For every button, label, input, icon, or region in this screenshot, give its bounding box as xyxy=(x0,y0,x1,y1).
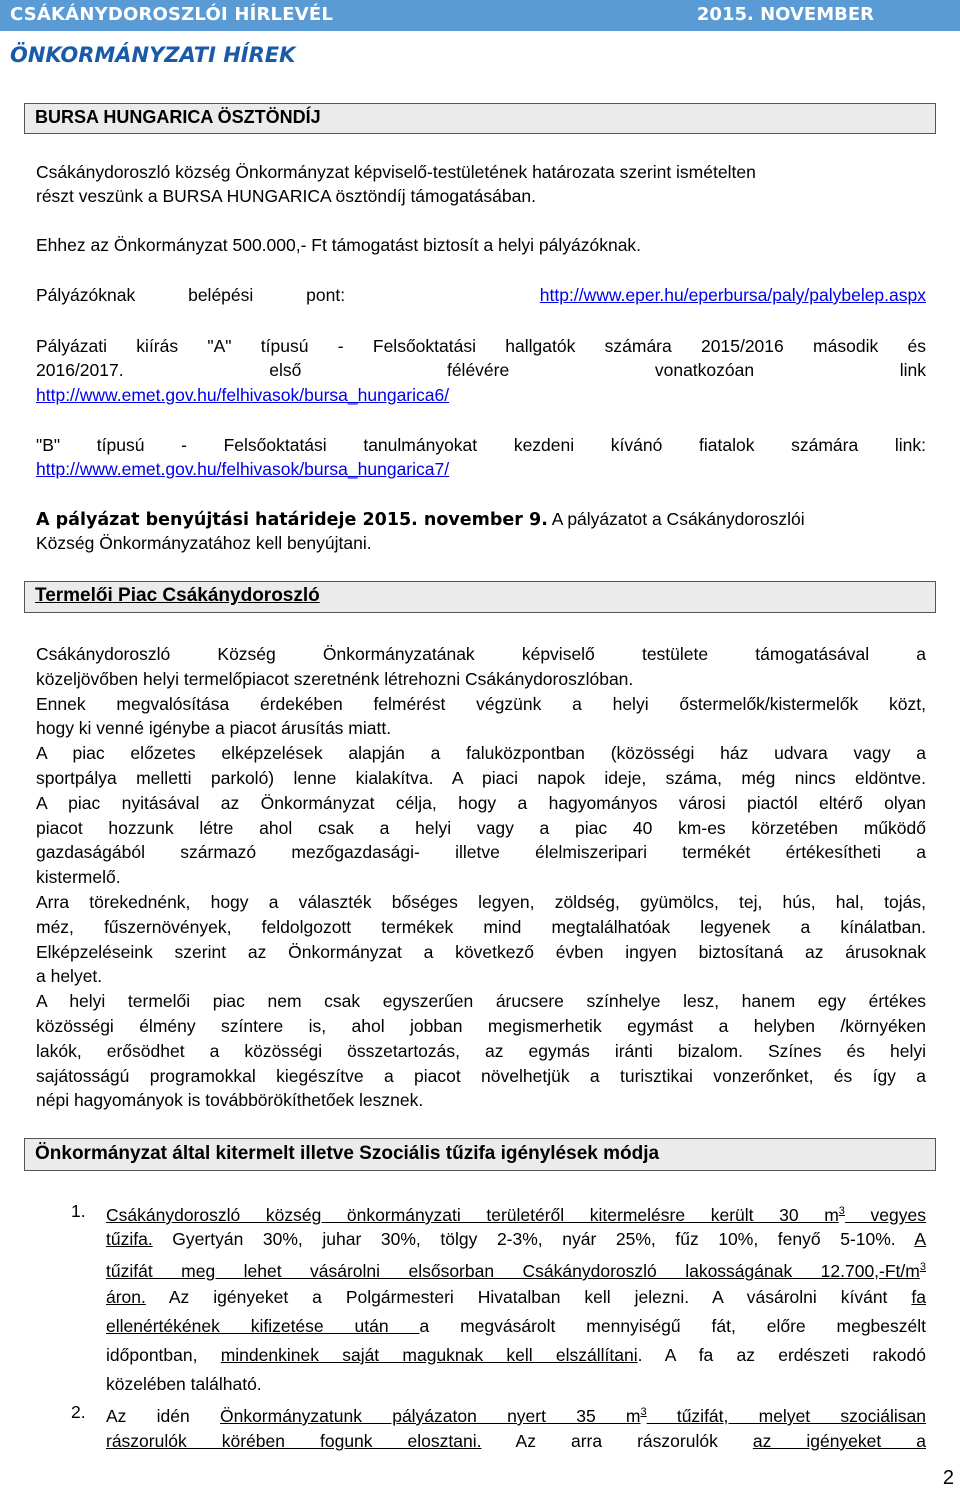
item1-line7: közelében található. xyxy=(106,1374,262,1394)
piac-line: közösségi élmény színtere is, ahol jobban megismerhetik egymást a helyben /környéken xyxy=(36,1016,926,1036)
item2-l1-u: Önkormányzatunk pályázaton nyert 35 m xyxy=(219,1405,641,1426)
item2-l2-b: Az arra rászorulók xyxy=(481,1431,753,1451)
piac-line: sportpálya melletti parkoló) lenne kialakítva. A piaci napok ideje, száma, még nincs eldöntve. xyxy=(36,768,926,788)
piac-line: sajátosságú programokkal kiegészítve a piacot növelhetjük a turisztikai vonzerőnket, és így a xyxy=(36,1066,926,1086)
item2-l2-u2: az igényeket a xyxy=(752,1431,926,1451)
bursa-p1-line2: részt veszünk a BURSA HUNGARICA ösztöndíj támogatásában. xyxy=(36,186,536,206)
bursa-heading-box xyxy=(24,103,936,134)
piac-heading: Termelői Piac Csákánydoroszló xyxy=(35,585,320,606)
entry-link[interactable]: http://www.eper.hu/eperbursa/paly/palybelep.aspx xyxy=(539,285,926,305)
piac-line: A piac előzetes elképzelések alapján a faluközpontban (közösségi ház udvara vagy a xyxy=(36,743,926,763)
bursa-p1-line1: Csákánydoroszló község Önkormányzat képviselő-testületének határozata szerint ismételten xyxy=(36,162,756,182)
item1-l2-u: tűzifa. xyxy=(106,1229,153,1249)
piac-line: A piac nyitásával az Önkormányzat célja, hogy a hagyományos városi piactól eltérő olyan xyxy=(36,793,926,813)
bursa-a-line1: Pályázati kiírás "A" típusú - Felsőoktatási hallgatók számára 2015/2016 második és xyxy=(36,336,926,356)
item1-line2 xyxy=(106,1225,926,1253)
item1-l1-u: Csákánydoroszló község önkormányzati területéről kitermelésre került 30 m xyxy=(106,1204,839,1225)
piac-line: gazdaságából származó mezőgazdasági- illetve élelmiszeripari termékét értékesítheti a xyxy=(36,842,926,862)
item1-l5-rest: a megvásárolt mennyiségű fát, előre megbeszélt xyxy=(419,1316,926,1336)
section-title: ÖNKORMÁNYZATI HÍREK xyxy=(10,43,296,67)
bursa-a-link[interactable]: http://www.emet.gov.hu/felhivasok/bursa_hungarica6/ xyxy=(36,385,450,405)
deadline-rest: A pályázatot a Csákánydoroszlói xyxy=(547,509,805,529)
bursa-b-link[interactable]: http://www.emet.gov.hu/felhivasok/bursa_hungarica7/ xyxy=(36,459,450,479)
piac-line: népi hagyományok is továbbörökíthetőek lesznek. xyxy=(36,1090,424,1110)
item1-l6-b: . A fa az erdészeti rakodó xyxy=(637,1345,926,1365)
item1-l1-sup: 3 xyxy=(838,1205,845,1217)
item1-l6-a: időpontban, xyxy=(106,1345,221,1365)
piac-line: Elképzeléseink szerint az Önkormányzat a következő évben ingyen biztosítaná az árusoknak xyxy=(36,942,926,962)
item1-l4-u: áron. xyxy=(106,1287,146,1307)
tuzifa-heading-box xyxy=(24,1138,936,1171)
piac-line: piacot hozzunk létre ahol csak a helyi vagy a piac 40 km-es körzetében működő xyxy=(36,818,926,838)
bursa-entry-row xyxy=(36,283,926,307)
header-bar xyxy=(0,0,960,31)
item2-l1-u2: tűzifát, melyet szociálisan xyxy=(646,1405,926,1426)
bursa-heading: BURSA HUNGARICA ÖSZTÖNDÍJ xyxy=(35,107,321,127)
bursa-deadline-line2: Község Önkormányzatához kell benyújtani. xyxy=(36,533,372,553)
bursa-a-link-row xyxy=(36,383,926,407)
item1-l3-sup: 3 xyxy=(919,1261,926,1273)
item2-l1-sup: 3 xyxy=(640,1406,647,1418)
item1-number: 1. xyxy=(71,1201,86,1221)
piac-line: lakók, erősödhet a közösségi összetartozás, az egymás iránti bizalom. Színes és helyi xyxy=(36,1041,926,1061)
item1-line5 xyxy=(106,1312,926,1340)
item1-l3-u: tűzifát meg lehet vásárolni elsősorban Csákánydoroszló lakosságának 12.700,-Ft/m xyxy=(106,1260,920,1281)
piac-line: közeljövőben helyi termelőpiacot szeretnénk létrehozni Csákánydoroszlóban. xyxy=(36,669,634,689)
item1-line4 xyxy=(106,1283,926,1311)
piac-line: A helyi termelői piac nem csak egyszerűen árucsere színhelye lesz, hanem egy értékes xyxy=(36,991,926,1011)
bursa-a-line2: 2016/2017. első félévére vonatkozóan link xyxy=(36,360,926,380)
item2-line1 xyxy=(106,1398,926,1430)
piac-line: Arra törekednénk, hogy a választék bőséges legyen, zöldség, gyümölcs, tej, hús, hal, tojás, xyxy=(36,892,926,912)
bursa-p2: Ehhez az Önkormányzat 500.000,- Ft támogatást biztosít a helyi pályázóknak. xyxy=(36,235,642,255)
piac-heading-box xyxy=(24,581,936,613)
item1-line6 xyxy=(106,1341,926,1369)
bursa-b-line1: "B" típusú - Felsőoktatási tanulmányokat kezdeni kívánó fiatalok számára link: xyxy=(36,435,926,455)
item2-l1-a: Az idén xyxy=(106,1405,220,1426)
bursa-b-link-row xyxy=(36,457,926,481)
bursa-deadline-line1 xyxy=(36,507,926,532)
deadline-bold: A pályázat benyújtási határideje 2015. november 9. xyxy=(36,510,548,530)
newsletter-title: CSÁKÁNYDOROSZLÓI HÍRLEVÉL xyxy=(10,4,334,25)
item2-line2 xyxy=(106,1427,926,1455)
item1-l4-rest: Az igényeket a Polgármesteri Hivatalban kell jelezni. A vásárolni kívánt xyxy=(145,1287,912,1307)
piac-line: méz, fűszernövények, feldolgozott termékek mind megtalálhatóak legyenek a kínálatban. xyxy=(36,917,926,937)
piac-line: kistermelő. xyxy=(36,867,121,887)
piac-line: a helyet. xyxy=(36,966,103,986)
item2-l2-u: rászorulók körében fogunk elosztani. xyxy=(106,1431,482,1451)
item1-l6-u: mindenkinek saját maguknak kell elszállítani xyxy=(220,1345,638,1365)
page-number: 2 xyxy=(942,1467,954,1489)
item1-l2-u2: A xyxy=(914,1229,926,1249)
item1-l5-u: ellenértékének kifizetése után xyxy=(106,1316,420,1336)
tuzifa-heading: Önkormányzat által kitermelt illetve Szociális tűzifa igénylések módja xyxy=(35,1143,660,1164)
item1-l1-u2: vegyes xyxy=(844,1204,926,1225)
piac-line: hogy ki venné igénybe a piacot árusítás miatt. xyxy=(36,718,392,738)
item1-l4-u2: fa xyxy=(911,1287,926,1307)
item2-number: 2. xyxy=(71,1402,86,1422)
piac-line: Csákánydoroszló Község Önkormányzatának képviselő testülete támogatásával a xyxy=(36,644,926,664)
item1-line3 xyxy=(106,1253,926,1285)
piac-line: Ennek megvalósítása érdekében felmérést végzünk a helyi őstermelők/kistermelők közt, xyxy=(36,694,926,714)
issue-date: 2015. NOVEMBER xyxy=(696,4,874,25)
entry-label: Pályázóknak belépési pont: xyxy=(36,285,346,305)
item1-l2-rest: Gyertyán 30%, juhar 30%, tölgy 2-3%, nyár 25%, fűz 10%, fenyő 5-10%. xyxy=(152,1229,915,1249)
